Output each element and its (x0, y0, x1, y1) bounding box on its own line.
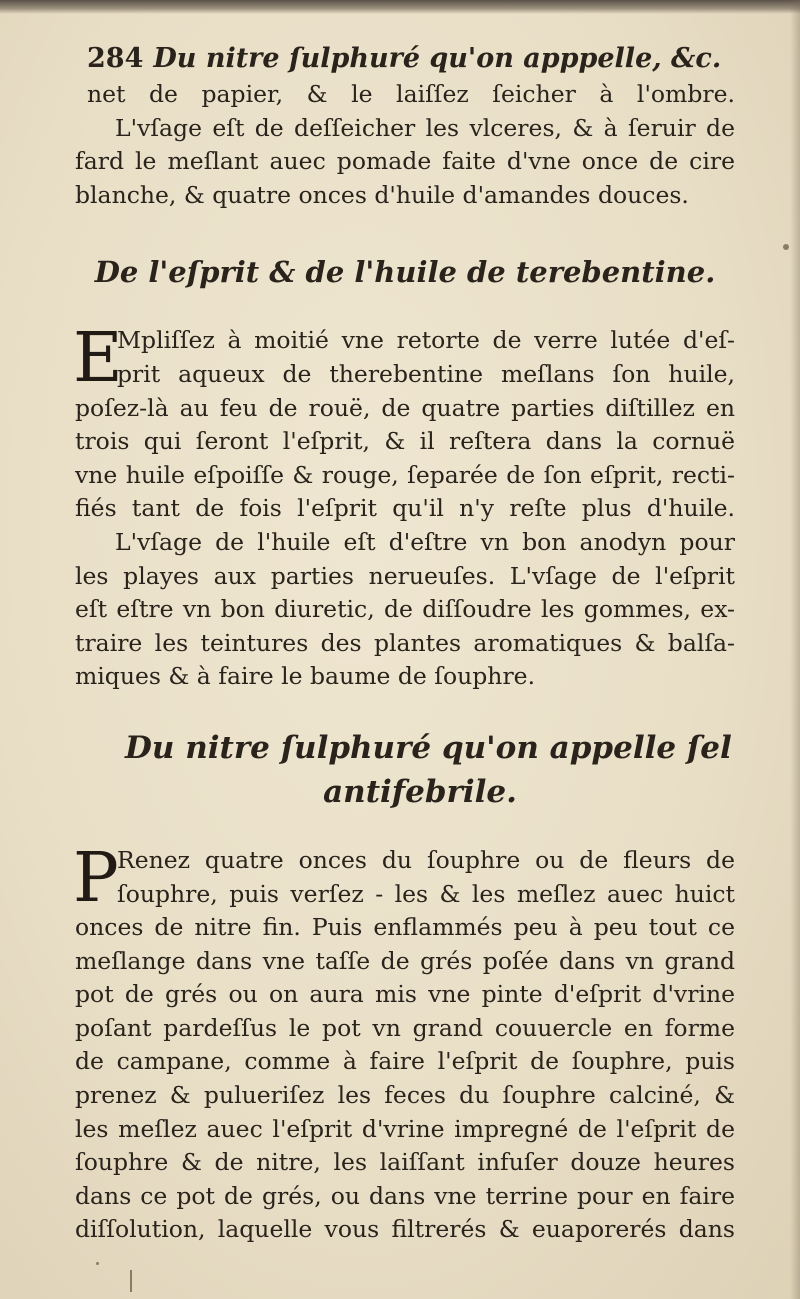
text-line: trois qui ſeront l'eſprit, & il reſtera dans la cornuë (75, 427, 735, 456)
text-line: prit aqueux de therebentine meſlans ſon huile, (117, 359, 735, 388)
text-line: ſouphre, puis verſez - les & les meſlez auec huict (117, 879, 735, 908)
text-line: fiés tant de fois l'eſprit qu'il n'y reſte plus d'huile. (75, 494, 735, 523)
continuation-line: blanche, & quatre onces d'huile d'amandes douces. (75, 180, 689, 209)
ink-speck (96, 1262, 99, 1265)
text-line: diſſolution, laquelle vous filtrerés & euaporerés dans (75, 1215, 735, 1244)
text-line: les playes aux parties nerueuſes. L'vſage de l'eſprit (75, 561, 735, 590)
running-head (75, 40, 735, 78)
paragraph-sel-antifebrile (73, 838, 735, 1247)
text-line: poſez-là au feu de rouë, de quatre parties diſtillez en (75, 393, 735, 422)
paragraph-esprit-terebentine (73, 319, 735, 694)
text-line: dans ce pot de grés, ou dans vne terrine pour en faire (75, 1181, 735, 1210)
running-title: Du nitre ſulphuré qu'on apppelle, &c. (153, 43, 722, 74)
text-line: poſant pardeſſus le pot vn grand couuercle en forme (75, 1013, 735, 1042)
continuation-line: fard le meſlant auec pomade faite d'vne once de cire (75, 147, 735, 176)
page-gutter-shadow (790, 0, 800, 1299)
ink-speck (130, 1270, 132, 1292)
drop-cap: E (73, 319, 123, 399)
text-line: traire les teintures des plantes aromatiques & balſa- (75, 628, 735, 657)
text-line: les meſlez auec l'eſprit d'vrine impregné de l'eſprit de (75, 1114, 735, 1143)
text-line: meſlange dans vne taſſe de grés poſée dans vn grand (75, 946, 735, 975)
text-line: prenez & pulueriſez les feces du ſouphre calciné, & (75, 1081, 735, 1110)
text-line: Renez quatre onces du ſouphre ou de fleurs de (117, 845, 735, 874)
text-line: miques & à faire le baume de ſouphre. (75, 662, 536, 691)
text-line: onces de nitre fin. Puis enflammés peu à peu tout ce (75, 913, 735, 942)
page-number: 284 (87, 43, 144, 74)
text-line: L'vſage de l'huile eſt d'eſtre vn bon anodyn pour (115, 527, 735, 556)
ink-speck (783, 244, 789, 250)
text-line: pot de grés ou on aura mis vne pinte d'eſprit d'vrine (75, 980, 735, 1009)
drop-cap: P (73, 838, 119, 918)
continuation-line: L'vſage eſt de deſſeicher les vlceres, & à ſeruir de (115, 113, 735, 142)
text-line: ſouphre & de nitre, les laiſſant infuſer douze heures (75, 1148, 735, 1177)
text-line: de campane, comme à faire l'eſprit de ſouphre, puis (75, 1047, 735, 1076)
text-line: eſt eſtre vn bon diuretic, de diſſoudre les gommes, ex- (75, 595, 735, 624)
section-heading-esprit-huile: De l'eſprit & de l'huile de terebentine. (94, 255, 716, 290)
text-line: Mpliſſez à moitié vne retorte de verre lutée d'eſ- (117, 326, 735, 355)
page-top-shadow (0, 0, 800, 14)
section-heading-nitre-sulphure: Du nitre ſulphuré qu'on appelle ſel (125, 729, 732, 766)
page-content (75, 40, 735, 1247)
text-line: vne huile eſpoiſſe & rouge, ſeparée de ſon eſprit, recti- (75, 460, 735, 489)
continuation-line: net de papier, & le laiſſez ſeicher à l'ombre. (87, 80, 735, 108)
section-heading-nitre-sulphure-continued: antifebrile. (323, 773, 517, 810)
